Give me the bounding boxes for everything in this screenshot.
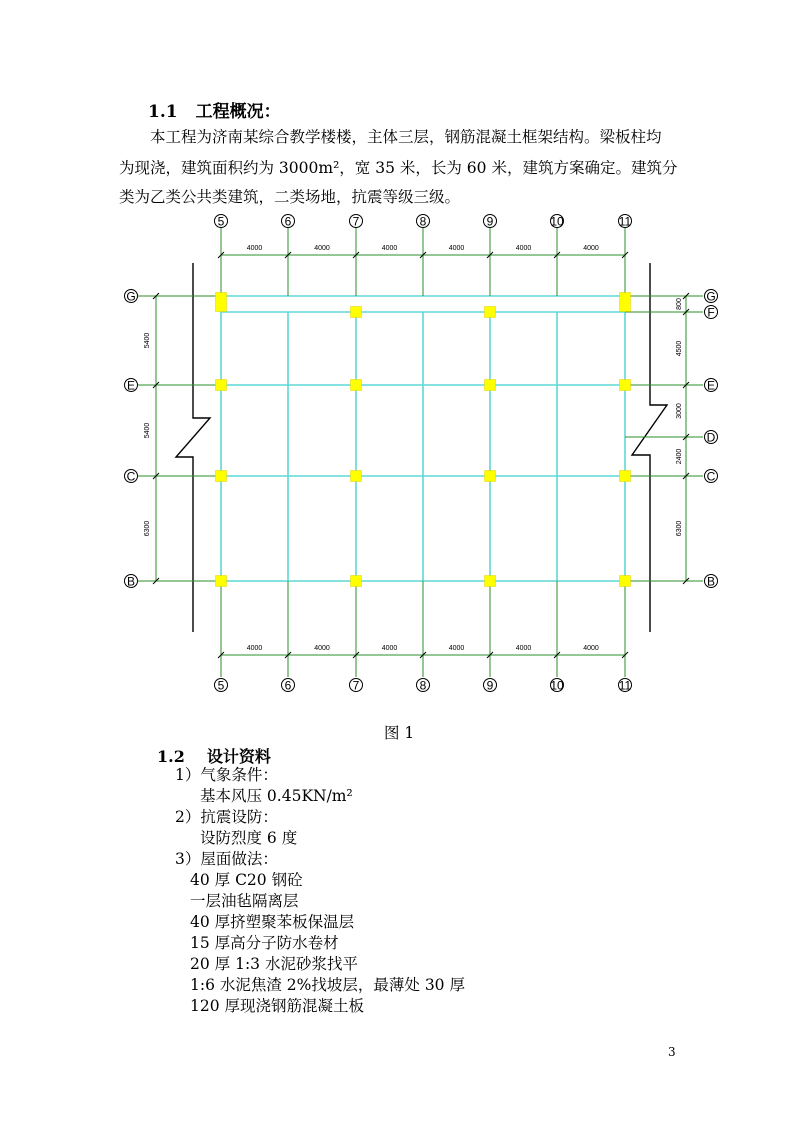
item-2-label: 2）抗震设防： — [175, 808, 278, 826]
right-axis-bubble-C — [705, 470, 718, 484]
bottom-axis-bubble-10 — [550, 679, 564, 693]
top-span-label: 4000 — [381, 245, 398, 252]
right-dim-label: 4500 — [676, 340, 683, 357]
section-1-2-number: 1.2 — [157, 747, 185, 766]
column — [351, 471, 362, 482]
item-3-detail-6: 1:6 水泥焦渣 2%找坡层，最薄处 30 厚 — [190, 976, 465, 994]
item-3-detail-7: 120 厚现浇钢筋混凝土板 — [190, 997, 365, 1015]
axis-bubble-label: 9 — [486, 214, 494, 229]
bottom-span-label: 4000 — [583, 645, 599, 652]
axis-bubble-label: 6 — [284, 678, 292, 693]
column — [620, 293, 631, 312]
item-3-label: 3）屋面做法： — [175, 850, 278, 868]
axis-bubble-label: 10 — [550, 214, 564, 229]
plan-linework — [156, 255, 686, 655]
right-dim-label: 800 — [676, 298, 683, 310]
right-break-line — [632, 263, 667, 632]
axis-bubble-label: D — [706, 430, 716, 445]
bottom-span-label: 4000 — [314, 645, 330, 652]
column — [216, 471, 227, 482]
section-1-1-number: 1.1 — [148, 102, 178, 122]
column — [620, 380, 631, 391]
axis-bubble-label: 6 — [284, 214, 292, 229]
right-axis-bubble-B — [705, 575, 718, 589]
column — [351, 307, 362, 318]
axis-bubble-label: E — [706, 378, 716, 393]
left-break-line — [176, 263, 210, 632]
top-axis-bubble-10 — [550, 215, 564, 229]
right-dim-label: 3000 — [676, 403, 683, 419]
axis-bubble-label: B — [706, 574, 716, 589]
top-axis-bubble-11 — [619, 215, 632, 229]
top-span-label: 4000 — [314, 245, 330, 252]
column — [351, 576, 362, 587]
axis-bubble-label: 10 — [550, 678, 564, 693]
item-3-detail-2: 一层油毡隔离层 — [190, 892, 299, 910]
bottom-axis-bubble-5 — [215, 679, 228, 693]
grid-lines — [221, 296, 625, 581]
bottom-span-label: 4000 — [448, 645, 465, 652]
axis-bubble-label: 9 — [486, 678, 494, 693]
column — [216, 380, 227, 391]
column — [485, 471, 496, 482]
axis-bubble-label: B — [126, 574, 136, 589]
left-axis-bubble-G — [125, 290, 138, 304]
bottom-span-label: 4000 — [515, 645, 532, 652]
section-1-1-line-1: 本工程为济南某综合教学楼楼，主体三层，钢筋混凝土框架结构。梁板柱均 — [150, 128, 662, 146]
column — [620, 471, 631, 482]
top-axis-bubble-6 — [282, 215, 295, 229]
axis-bubble-label: 7 — [352, 214, 360, 229]
top-axis-bubble-9 — [484, 215, 497, 229]
axis-bubble-label: C — [126, 469, 136, 484]
axis-bubble-label: G — [126, 289, 136, 304]
right-axis-bubble-E — [705, 379, 718, 393]
axis-bubbles — [125, 215, 718, 693]
section-1-1-line-3: 类为乙类公共类建筑，二类场地，抗震等级三级。 — [119, 188, 461, 206]
item-3-detail-4: 15 厚高分子防水卷材 — [190, 934, 339, 952]
column — [485, 380, 496, 391]
bottom-axis-bubble-11 — [619, 679, 632, 693]
bottom-span-label: 4000 — [381, 645, 398, 652]
right-axis-bubble-F — [705, 306, 718, 320]
axis-bubble-label: C — [706, 469, 716, 484]
top-span-label: 4000 — [583, 245, 599, 252]
item-3-detail-3: 40 厚挤塑聚苯板保温层 — [190, 913, 355, 931]
bottom-axis-bubble-9 — [484, 679, 497, 693]
right-axis-bubble-D — [705, 431, 718, 445]
item-1-label: 1）气象条件： — [175, 766, 278, 784]
left-axis-bubble-C — [125, 470, 138, 484]
axis-bubble-label: 5 — [217, 214, 225, 229]
axis-bubble-label: 11 — [618, 214, 632, 229]
top-axis-bubble-7 — [350, 215, 363, 229]
section-1-1-title: 工程概况： — [195, 102, 281, 122]
axis-bubble-label: F — [707, 305, 715, 320]
bottom-axis-bubble-8 — [417, 679, 430, 693]
right-dim-label: 2400 — [676, 448, 683, 465]
item-1-detail-1: 基本风压 0.45KN/m² — [200, 787, 353, 805]
column — [216, 576, 227, 587]
top-axis-bubble-8 — [417, 215, 430, 229]
axis-bubble-label: 8 — [419, 214, 427, 229]
item-2-detail-1: 设防烈度 6 度 — [200, 829, 298, 847]
axis-bubble-label: E — [126, 378, 136, 393]
bottom-axis-bubble-7 — [350, 679, 363, 693]
axis-bubble-label: 11 — [618, 678, 632, 693]
left-axis-bubble-B — [125, 575, 138, 589]
left-dim-label: 6300 — [144, 520, 151, 537]
column — [216, 293, 227, 312]
section-1-2-heading — [157, 744, 271, 767]
column — [620, 576, 631, 587]
column — [351, 380, 362, 391]
top-axis-bubble-5 — [215, 215, 228, 229]
left-dim-label: 5400 — [144, 332, 151, 349]
axis-bubble-label: 7 — [352, 678, 360, 693]
left-dim-label: 5400 — [144, 422, 151, 439]
left-axis-bubble-E — [125, 379, 138, 393]
axis-bubble-label: 5 — [217, 678, 225, 693]
column — [485, 576, 496, 587]
top-span-label: 4000 — [448, 245, 465, 252]
column — [485, 307, 496, 318]
bottom-axis-bubble-6 — [282, 679, 295, 693]
top-span-label: 4000 — [246, 245, 263, 252]
item-3-detail-1: 40 厚 C20 钢砼 — [190, 871, 303, 889]
bottom-span-label: 4000 — [246, 645, 263, 652]
top-span-label: 4000 — [515, 245, 532, 252]
section-1-2-title: 设计资料 — [206, 747, 271, 766]
figure-caption: 图 1 — [384, 724, 415, 742]
axis-bubble-label: G — [706, 289, 716, 304]
item-3-detail-5: 20 厚 1:3 水泥砂浆找平 — [190, 955, 358, 973]
axis-bubble-label: 8 — [419, 678, 427, 693]
right-axis-bubble-G — [705, 290, 718, 304]
page-number: 3 — [668, 1045, 676, 1059]
section-1-1-line-2: 为现浇，建筑面积约为 3000m²，宽 35 米，长为 60 米，建筑方案确定。建筑分 — [119, 159, 678, 177]
right-dim-label: 6300 — [676, 520, 683, 537]
